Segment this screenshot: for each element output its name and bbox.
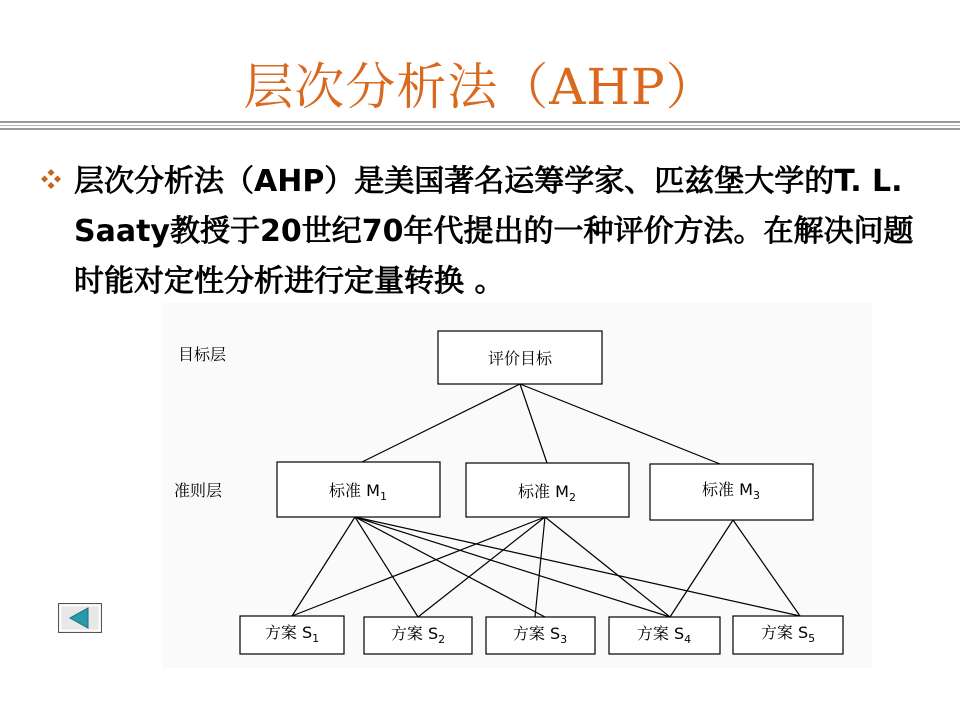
alternative-node-label-s4: 方案 $S_4$ <box>636 624 692 646</box>
alternative-node-label-s1: 方案 $S_1$ <box>264 623 320 645</box>
previous-slide-icon[interactable] <box>58 603 102 633</box>
goal-node-label: 评价目标 <box>487 349 553 368</box>
alternative-node-label-s2: 方案 $S_2$ <box>390 624 446 646</box>
slide-title: 层次分析法（AHP） <box>243 58 717 116</box>
alternative-node-label-s5: 方案 $S_5$ <box>760 623 816 645</box>
level-label-criteria: 准则层 <box>174 481 223 500</box>
alternative-node-label-s3: 方案 $S_3$ <box>512 624 568 646</box>
body-paragraph: 层次分析法（AHP）是美国著名运筹学家、匹兹堡大学的T. L. Saaty教授于20世纪70年代提出的一种评价方法。在解决问题时能对定性分析进行定量转换 。 <box>74 164 914 299</box>
criterion-node-label-m2: 标准 $M_2$ <box>518 482 576 504</box>
criterion-node-label-m3: 标准 $M_3$ <box>702 480 760 502</box>
level-label-goal: 目标层 <box>178 345 227 364</box>
criterion-node-label-m1: 标准 $M_1$ <box>329 481 387 503</box>
